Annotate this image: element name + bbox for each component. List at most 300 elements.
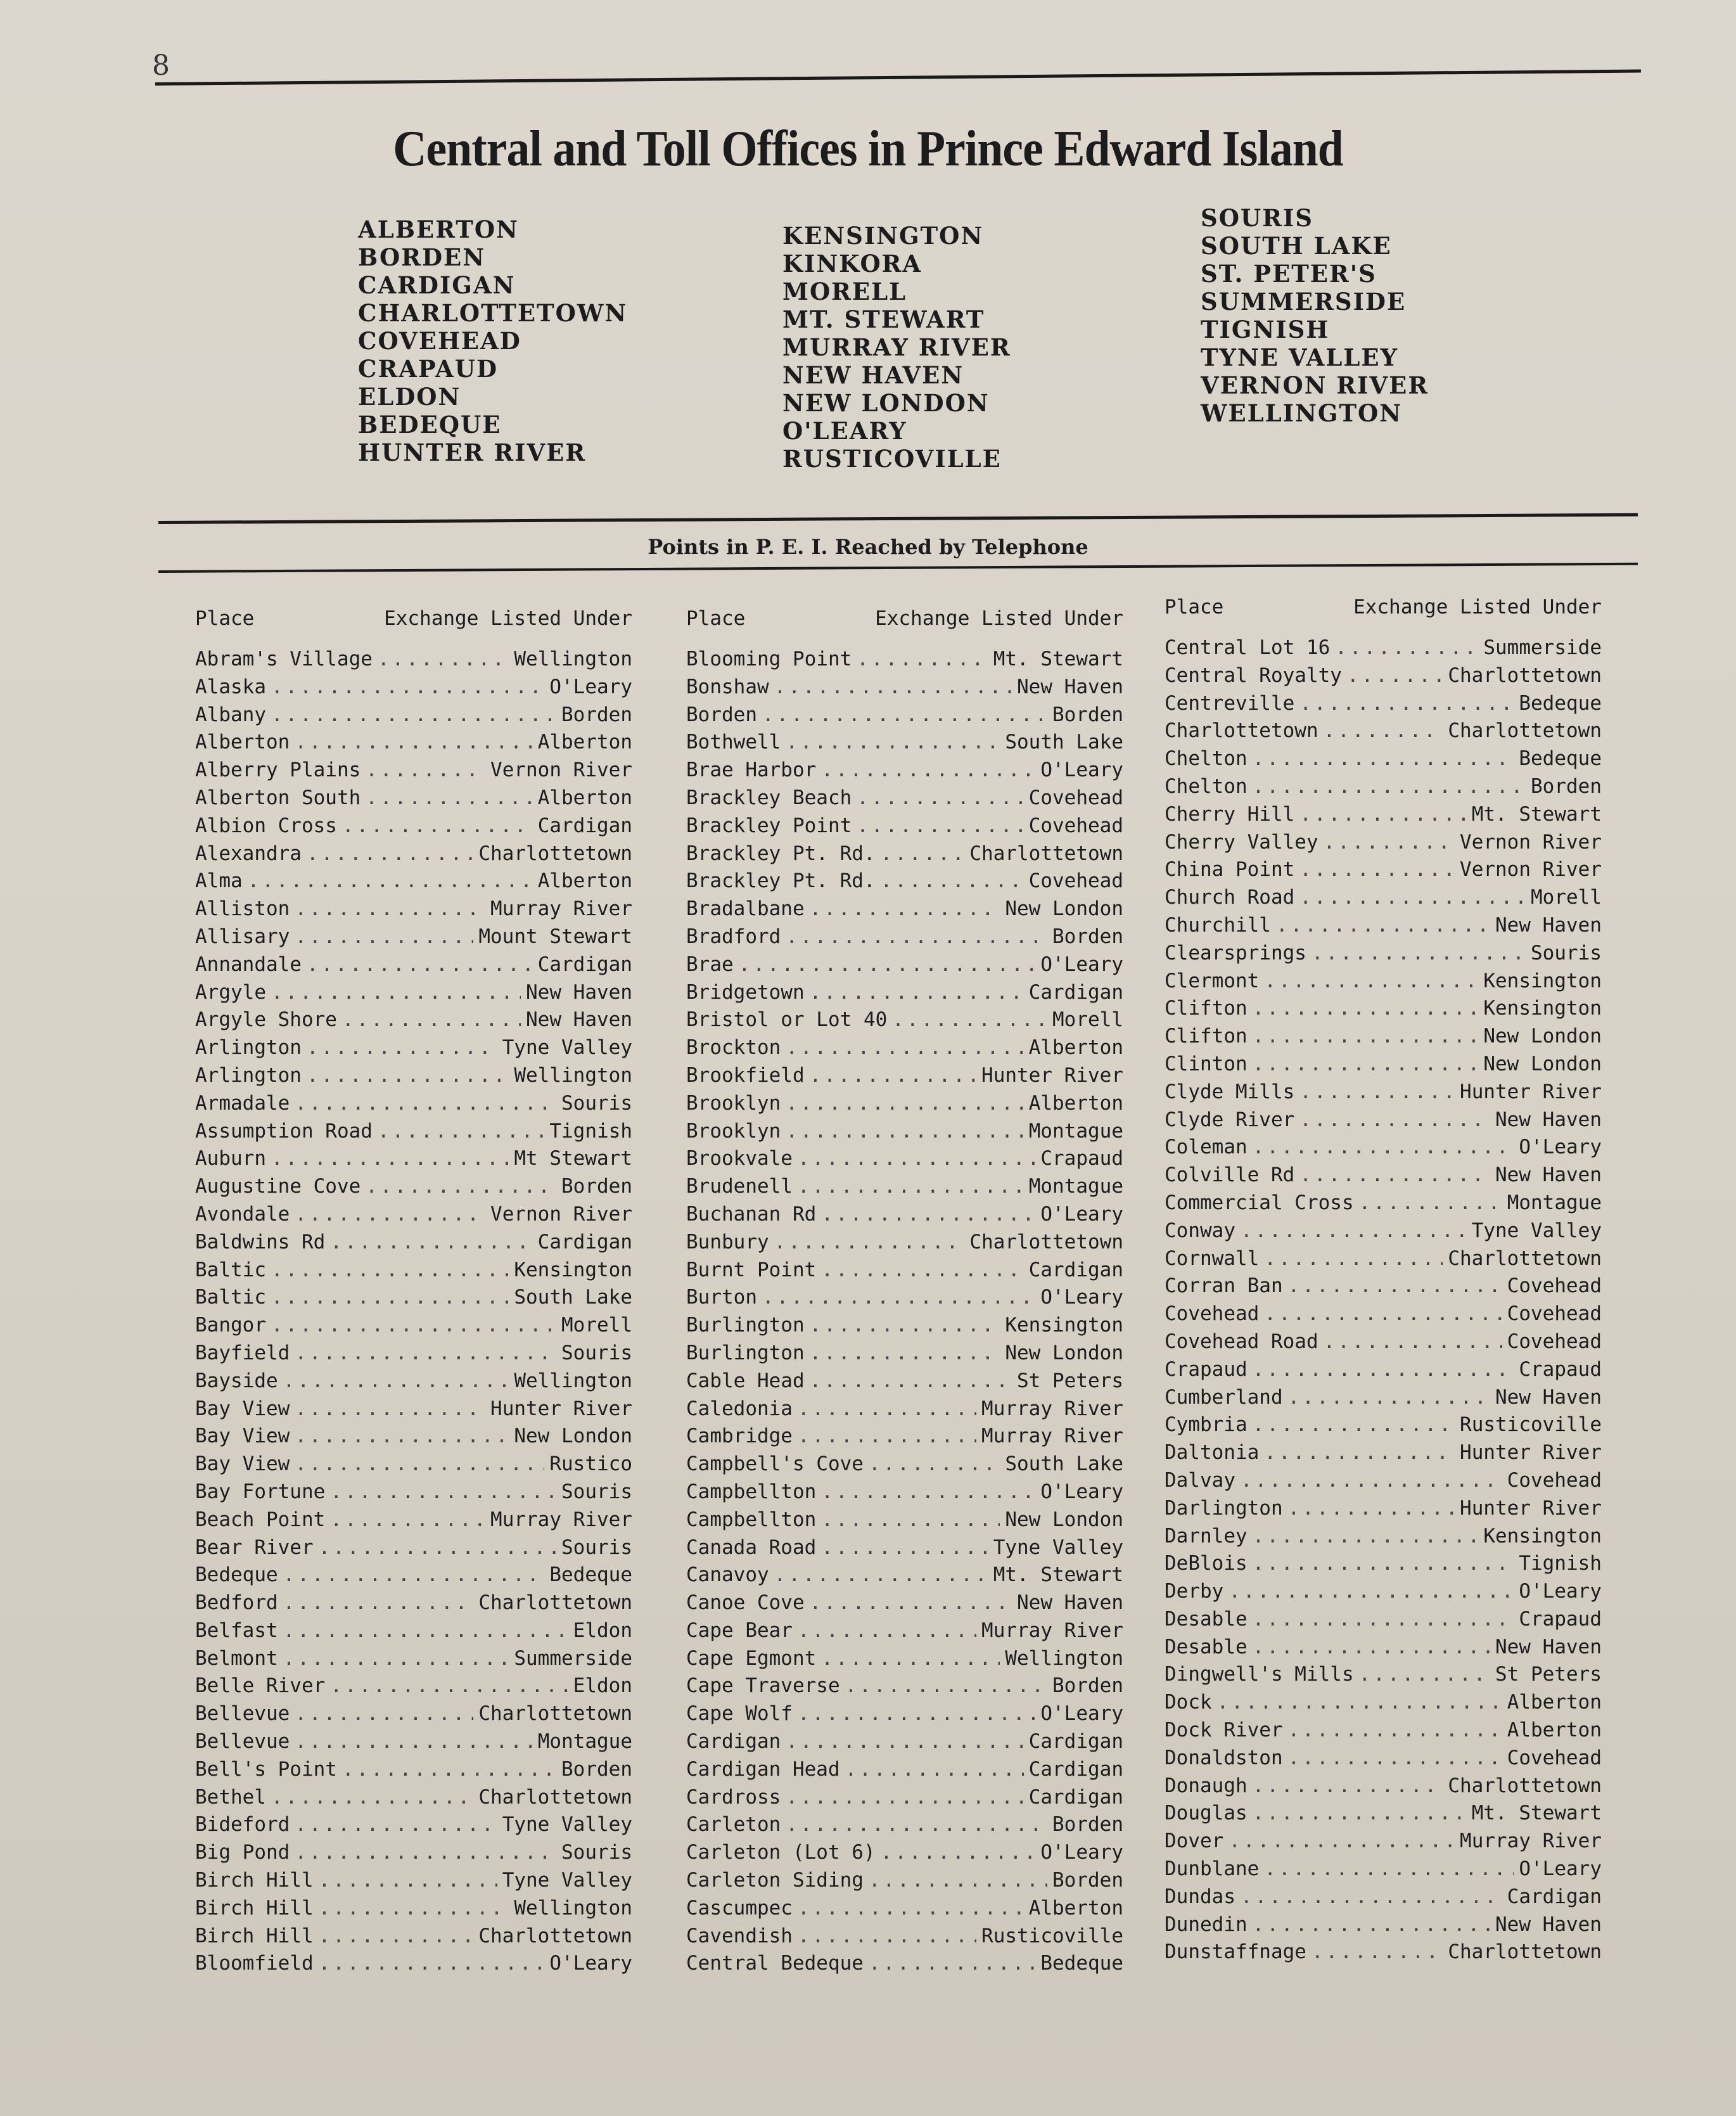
dot-leader	[1253, 1913, 1490, 1936]
place-name: Alma	[195, 869, 243, 893]
exchange-name: Bedeque	[1519, 747, 1602, 771]
dot-leader	[271, 1286, 509, 1309]
exchange-name: Covehead	[1507, 1302, 1602, 1326]
place-name: Canoe Cove	[686, 1591, 805, 1615]
dot-leader	[1264, 1302, 1502, 1325]
exchange-name: Rusticoville	[1460, 1413, 1602, 1437]
exchange-name: Covehead	[1507, 1468, 1602, 1492]
place-name: Central Royalty	[1165, 664, 1342, 687]
listing-row	[195, 1342, 632, 1369]
dot-leader	[295, 1425, 509, 1447]
central-office-name: WELLINGTON	[1201, 399, 1403, 427]
listing-row	[1165, 1053, 1602, 1080]
exchange-name: Tyne Valley	[502, 1813, 632, 1837]
listing-row	[686, 1619, 1123, 1647]
place-name: Birch Hill	[195, 1869, 314, 1892]
exchange-name: Summerside	[1483, 636, 1602, 659]
listing-row	[195, 1452, 632, 1480]
exchange-name: Charlottetown	[1448, 1774, 1602, 1797]
exchange-name: Borden	[1531, 774, 1602, 798]
exchange-name: Montague	[1028, 1175, 1123, 1198]
listing-row	[1165, 1525, 1602, 1553]
exchange-name: South Lake	[1005, 731, 1123, 754]
place-name: Campbellton	[686, 1480, 817, 1503]
dot-leader	[295, 1813, 497, 1836]
exchange-name: Souris	[561, 1091, 632, 1115]
dot-leader	[869, 1452, 1000, 1475]
exchange-name: Covehead	[1028, 869, 1123, 893]
place-name: Armadale	[195, 1091, 290, 1115]
dot-leader	[283, 1563, 545, 1586]
central-office-name: CHARLOTTETOWN	[358, 299, 628, 327]
listing-row	[195, 1314, 632, 1342]
place-name: Darnley	[1165, 1524, 1248, 1548]
top-rule	[155, 70, 1641, 86]
central-office-name: ALBERTON	[358, 215, 519, 243]
exchange-name: O'Leary	[1040, 1480, 1123, 1503]
listing-row	[195, 1480, 632, 1508]
place-name: Bayside	[195, 1369, 278, 1392]
exchange-name: Rustico	[549, 1452, 632, 1476]
central-offices-col-1	[358, 215, 627, 466]
dot-leader	[1241, 1885, 1502, 1908]
dot-leader	[307, 953, 533, 976]
place-name: Central Bedeque	[686, 1952, 864, 1975]
exchange-name: Cardigan	[1028, 1730, 1123, 1754]
place-name: Brookfield	[686, 1063, 805, 1087]
dot-leader	[1264, 970, 1478, 992]
exchange-name: Charlottetown	[1448, 1940, 1602, 1964]
place-name: Alliston	[195, 897, 290, 921]
column-header	[1165, 596, 1602, 636]
listing-row	[686, 1647, 1123, 1675]
listing-row	[1165, 1802, 1602, 1830]
exchange-name: Cardigan	[1507, 1885, 1602, 1908]
place-name: Big Pond	[195, 1841, 290, 1864]
listing-row	[195, 1813, 632, 1841]
dot-leader	[295, 1841, 556, 1864]
exchange-name: Mt. Stewart	[993, 1563, 1123, 1587]
exchange-name: Borden	[1052, 703, 1123, 726]
dot-leader	[1288, 1386, 1490, 1409]
exchange-name: Wellington	[514, 1063, 632, 1087]
header-exchange: Exchange Listed Under	[384, 607, 632, 630]
dot-leader	[1217, 1691, 1502, 1714]
dot-leader	[1253, 1053, 1479, 1075]
place-name: Brackley Pt. Rd.	[686, 842, 876, 865]
dot-leader	[271, 1786, 473, 1809]
place-name: Dingwell's Mills	[1165, 1663, 1354, 1686]
place-name: Daltonia	[1165, 1441, 1260, 1465]
listing-row	[195, 1508, 632, 1536]
exchange-name: Charlottetown	[969, 1230, 1123, 1254]
listing-row	[1165, 1691, 1602, 1719]
place-name: Clifton	[1165, 997, 1248, 1020]
dot-leader	[295, 1203, 485, 1226]
place-name: Brookvale	[686, 1147, 793, 1170]
listing-row	[686, 1175, 1123, 1203]
listing-row	[686, 1925, 1123, 1952]
exchange-name: Hunter River	[1460, 1080, 1602, 1103]
dot-leader	[821, 1508, 1000, 1531]
listing-row	[686, 1452, 1123, 1480]
exchange-name: Kensington	[514, 1258, 632, 1281]
dot-leader	[330, 1480, 556, 1503]
place-name: Cambridge	[686, 1425, 793, 1448]
place-name: Clearsprings	[1165, 941, 1306, 965]
exchange-name: Mt. Stewart	[993, 648, 1123, 670]
place-name: Brackley Pt. Rd.	[686, 869, 876, 893]
place-name: Charlottetown	[1165, 719, 1318, 743]
dot-leader	[821, 1647, 1000, 1670]
listing-row	[195, 759, 632, 786]
listing-row	[195, 925, 632, 953]
central-office-name: TIGNISH	[1201, 316, 1330, 343]
listing-row	[1165, 1747, 1602, 1774]
listing-row	[195, 1397, 632, 1425]
listing-row	[686, 953, 1123, 981]
place-name: Church Road	[1165, 886, 1295, 909]
dot-leader	[798, 1147, 1035, 1170]
listing-row	[686, 925, 1123, 953]
dot-leader	[366, 1175, 556, 1198]
listing-row	[195, 1925, 632, 1952]
dot-leader	[821, 1536, 988, 1559]
listing-row	[686, 731, 1123, 759]
exchange-name: Alberton	[1507, 1719, 1602, 1742]
place-name: Bideford	[195, 1813, 290, 1837]
dot-leader	[845, 1674, 1047, 1697]
dot-leader	[248, 869, 533, 892]
exchange-name: New London	[1005, 1508, 1123, 1531]
dot-leader	[271, 1147, 509, 1170]
listing-row	[686, 1231, 1123, 1259]
place-name: Bunbury	[686, 1230, 769, 1254]
dot-leader	[857, 786, 1023, 809]
dot-leader	[1288, 1747, 1502, 1769]
listing-row	[1165, 1164, 1602, 1191]
dot-leader	[295, 1397, 485, 1420]
listing-row	[1165, 1302, 1602, 1330]
listing-row	[195, 1425, 632, 1452]
place-name: Brae Harbor	[686, 759, 817, 782]
header-place: Place	[195, 607, 255, 630]
place-name: Douglas	[1165, 1802, 1248, 1825]
listing-row	[195, 1286, 632, 1314]
exchange-name: Mount Stewart	[478, 925, 632, 948]
dot-leader	[1299, 803, 1466, 826]
exchange-name: Charlottetown	[478, 1591, 632, 1615]
exchange-name: Cardigan	[537, 952, 632, 976]
listing-row	[1165, 1552, 1602, 1580]
dot-leader	[295, 1342, 556, 1364]
dot-leader	[786, 925, 1047, 948]
place-name: Clyde Mills	[1165, 1080, 1295, 1103]
place-name: Covehead Road	[1165, 1330, 1318, 1353]
dot-leader	[1253, 1525, 1479, 1548]
place-name: Beach Point	[195, 1508, 326, 1531]
dot-leader	[857, 814, 1023, 837]
dot-leader	[319, 1869, 497, 1892]
place-name: Bristol or Lot 40	[686, 1008, 888, 1032]
listing-row	[195, 1674, 632, 1702]
exchange-name: Borden	[1052, 1813, 1123, 1837]
page-title: Central and Toll Offices in Prince Edward Island	[393, 121, 1343, 177]
listing-row	[686, 1897, 1123, 1925]
listing-row	[195, 897, 632, 925]
exchange-name: Vernon River	[490, 1202, 632, 1226]
place-name: Alberry Plains	[195, 759, 361, 782]
exchange-name: New Haven	[1495, 1385, 1602, 1409]
section-rule-lower	[158, 563, 1638, 573]
place-name: Birch Hill	[195, 1924, 314, 1947]
dot-leader	[774, 676, 1012, 698]
dot-leader	[1229, 1580, 1514, 1603]
exchange-name: Covehead	[1028, 814, 1123, 837]
central-office-name: KENSINGTON	[782, 222, 984, 250]
place-name: Brackley Point	[686, 814, 852, 837]
dot-leader	[810, 1342, 1000, 1364]
exchange-name: O'Leary	[549, 1952, 632, 1975]
dot-leader	[774, 1563, 988, 1586]
column-header	[195, 607, 632, 648]
place-name: Corran Ban	[1165, 1274, 1283, 1298]
listing-row	[195, 953, 632, 981]
dot-leader	[366, 759, 485, 781]
place-name: Burnt Point	[686, 1258, 817, 1281]
dot-leader	[283, 1369, 509, 1392]
place-name: Cardigan Head	[686, 1757, 840, 1781]
central-office-name: MT. STEWART	[782, 305, 985, 333]
exchange-name: Mt. Stewart	[1471, 1802, 1602, 1825]
place-name: Brae	[686, 952, 734, 976]
dot-leader	[845, 1758, 1024, 1781]
central-offices-col-2	[782, 222, 1011, 473]
exchange-name: Morell	[1052, 1008, 1123, 1032]
dot-leader	[762, 703, 1047, 726]
dot-leader	[1264, 1857, 1514, 1880]
place-name: Alberton	[195, 731, 290, 754]
exchange-name: Wellington	[514, 648, 632, 670]
place-name: Carleton (Lot 6)	[686, 1841, 876, 1864]
dot-leader	[881, 1841, 1036, 1864]
dot-leader	[786, 731, 1000, 753]
listing-row	[686, 869, 1123, 897]
exchange-name: Covehead	[1507, 1746, 1602, 1769]
listing-row	[1165, 1774, 1602, 1802]
exchange-name: Morell	[561, 1314, 632, 1337]
dot-leader	[1241, 1469, 1502, 1492]
place-name: Cardross	[686, 1785, 781, 1809]
dot-leader	[271, 1259, 509, 1281]
exchange-name: New London	[1483, 1025, 1602, 1048]
place-name: Bellevue	[195, 1702, 290, 1726]
listing-row	[195, 1203, 632, 1231]
listing-row	[195, 1369, 632, 1397]
dot-leader	[1253, 747, 1514, 770]
exchange-name: Crapaud	[1040, 1147, 1123, 1170]
listing-row	[195, 1064, 632, 1092]
place-name: Bear River	[195, 1536, 314, 1559]
exchange-name: Charlottetown	[1448, 664, 1602, 687]
place-name: Baltic	[195, 1286, 266, 1309]
exchange-name: Rusticoville	[981, 1924, 1123, 1947]
dot-leader	[1241, 1219, 1467, 1242]
place-name: Donaldston	[1165, 1746, 1283, 1769]
central-office-name: HUNTER RIVER	[358, 439, 587, 466]
central-office-name: BORDEN	[358, 243, 486, 271]
place-name: Cape Traverse	[686, 1674, 840, 1698]
listing-row	[195, 1008, 632, 1036]
listing-row	[1165, 1913, 1602, 1941]
exchange-name: New London	[1483, 1052, 1602, 1075]
dot-leader	[1312, 1940, 1443, 1963]
exchange-name: Charlottetown	[478, 842, 632, 865]
central-office-name: ELDON	[358, 383, 461, 411]
exchange-name: New Haven	[1495, 1635, 1602, 1658]
exchange-name: Cardigan	[1028, 1757, 1123, 1781]
place-name: Carleton Siding	[686, 1869, 864, 1892]
points-title: Points in P. E. I. Reached by Telephone	[648, 535, 1088, 559]
exchange-name: Kensington	[1005, 1314, 1123, 1337]
place-name: Donaugh	[1165, 1774, 1248, 1797]
exchange-name: O'Leary	[1040, 759, 1123, 782]
place-name: Baltic	[195, 1258, 266, 1281]
dot-leader	[1253, 1025, 1479, 1048]
listing-row	[686, 1508, 1123, 1536]
listing-row	[195, 676, 632, 703]
dot-leader	[1253, 1636, 1490, 1658]
dot-leader	[786, 1786, 1023, 1809]
place-name: Albany	[195, 703, 266, 726]
exchange-name: Covehead	[1028, 786, 1123, 809]
dot-leader	[1299, 858, 1455, 881]
dot-leader	[892, 1008, 1047, 1031]
exchange-name: O'Leary	[1040, 1202, 1123, 1226]
place-name: Assumption Road	[195, 1119, 373, 1143]
dot-leader	[762, 1286, 1035, 1309]
listing-row	[1165, 997, 1602, 1025]
exchange-name: Vernon River	[490, 759, 632, 782]
place-name: Cumberland	[1165, 1385, 1283, 1409]
dot-leader	[798, 1925, 976, 1947]
dot-leader	[342, 1008, 521, 1031]
place-name: Arlington	[195, 1063, 302, 1087]
listing-row	[1165, 1080, 1602, 1108]
place-name: Annandale	[195, 952, 302, 976]
listing-row	[195, 842, 632, 870]
listing-row	[686, 981, 1123, 1009]
exchange-name: New Haven	[1495, 1164, 1602, 1187]
place-name: Brudenell	[686, 1175, 793, 1198]
listing-row	[1165, 692, 1602, 720]
listing-row	[195, 1231, 632, 1259]
dot-leader	[786, 1813, 1047, 1836]
exchange-name: Kensington	[1483, 997, 1602, 1020]
dot-leader	[857, 648, 988, 670]
listing-row	[195, 814, 632, 842]
dot-leader	[307, 1036, 497, 1059]
place-name: Bradalbane	[686, 897, 805, 921]
exchange-name: New London	[514, 1425, 632, 1448]
place-name: Bayfield	[195, 1341, 290, 1364]
central-office-name: BEDEQUE	[358, 411, 502, 439]
exchange-name: South Lake	[514, 1286, 632, 1309]
listing-row	[686, 1563, 1123, 1591]
exchange-name: Cardigan	[1028, 1258, 1123, 1281]
exchange-name: Murray River	[981, 1397, 1123, 1420]
place-name: Covehead	[1165, 1302, 1260, 1326]
exchange-name: Covehead	[1507, 1330, 1602, 1353]
central-office-name: ST. PETER'S	[1201, 260, 1377, 288]
central-office-name: MORELL	[782, 278, 907, 305]
listing-row	[195, 869, 632, 897]
place-name: Argyle	[195, 980, 266, 1004]
listing-row	[686, 1702, 1123, 1730]
dot-leader	[1299, 1108, 1490, 1131]
place-name: Alberton South	[195, 786, 361, 809]
listing-row	[1165, 1663, 1602, 1691]
listing-row	[1165, 1857, 1602, 1885]
place-name: Canada Road	[686, 1536, 817, 1559]
place-name: Cape Bear	[686, 1619, 793, 1642]
listing-row	[1165, 1025, 1602, 1053]
exchange-name: O'Leary	[1040, 1702, 1123, 1726]
listing-row	[686, 1674, 1123, 1702]
listing-row	[195, 648, 632, 676]
exchange-name: Crapaud	[1519, 1607, 1602, 1631]
central-office-name: COVEHEAD	[358, 327, 521, 355]
place-name: Crapaud	[1165, 1357, 1248, 1381]
listing-row	[686, 1591, 1123, 1619]
dot-leader	[283, 1619, 568, 1642]
place-name: Dalvay	[1165, 1468, 1235, 1492]
dot-leader	[798, 1397, 976, 1420]
listing-row	[1165, 664, 1602, 692]
listing-row	[1165, 719, 1602, 747]
header-exchange: Exchange Listed Under	[1353, 596, 1602, 619]
listing-row	[1165, 1719, 1602, 1747]
place-name: Bonshaw	[686, 675, 769, 698]
place-name: Abram's Village	[195, 648, 373, 670]
place-name: Blooming Point	[686, 648, 852, 670]
dot-leader	[1253, 1802, 1467, 1824]
dot-leader	[1288, 1274, 1502, 1297]
dot-leader	[810, 981, 1024, 1004]
place-name: Brooklyn	[686, 1091, 781, 1115]
dot-leader	[1229, 1830, 1455, 1852]
place-name: Cable Head	[686, 1369, 805, 1392]
place-name: Clinton	[1165, 1052, 1248, 1075]
place-name: Cherry Valley	[1165, 830, 1318, 854]
listing-row	[686, 1203, 1123, 1231]
exchange-name: Eldon	[573, 1674, 632, 1698]
place-name: Desable	[1165, 1635, 1248, 1658]
place-name: Dunedin	[1165, 1913, 1248, 1936]
listing-row	[1165, 970, 1602, 997]
central-office-name: VERNON RIVER	[1201, 371, 1429, 399]
header-exchange: Exchange Listed Under	[875, 607, 1123, 630]
place-name: Arlington	[195, 1036, 302, 1060]
dot-leader	[1253, 1413, 1455, 1436]
exchange-name: Murray River	[981, 1425, 1123, 1448]
header-place: Place	[686, 607, 746, 630]
listing-row	[195, 1869, 632, 1897]
exchange-name: Borden	[561, 703, 632, 726]
exchange-name: Murray River	[1460, 1830, 1602, 1853]
place-name: Birch Hill	[195, 1896, 314, 1920]
listing-row	[195, 1952, 632, 1980]
